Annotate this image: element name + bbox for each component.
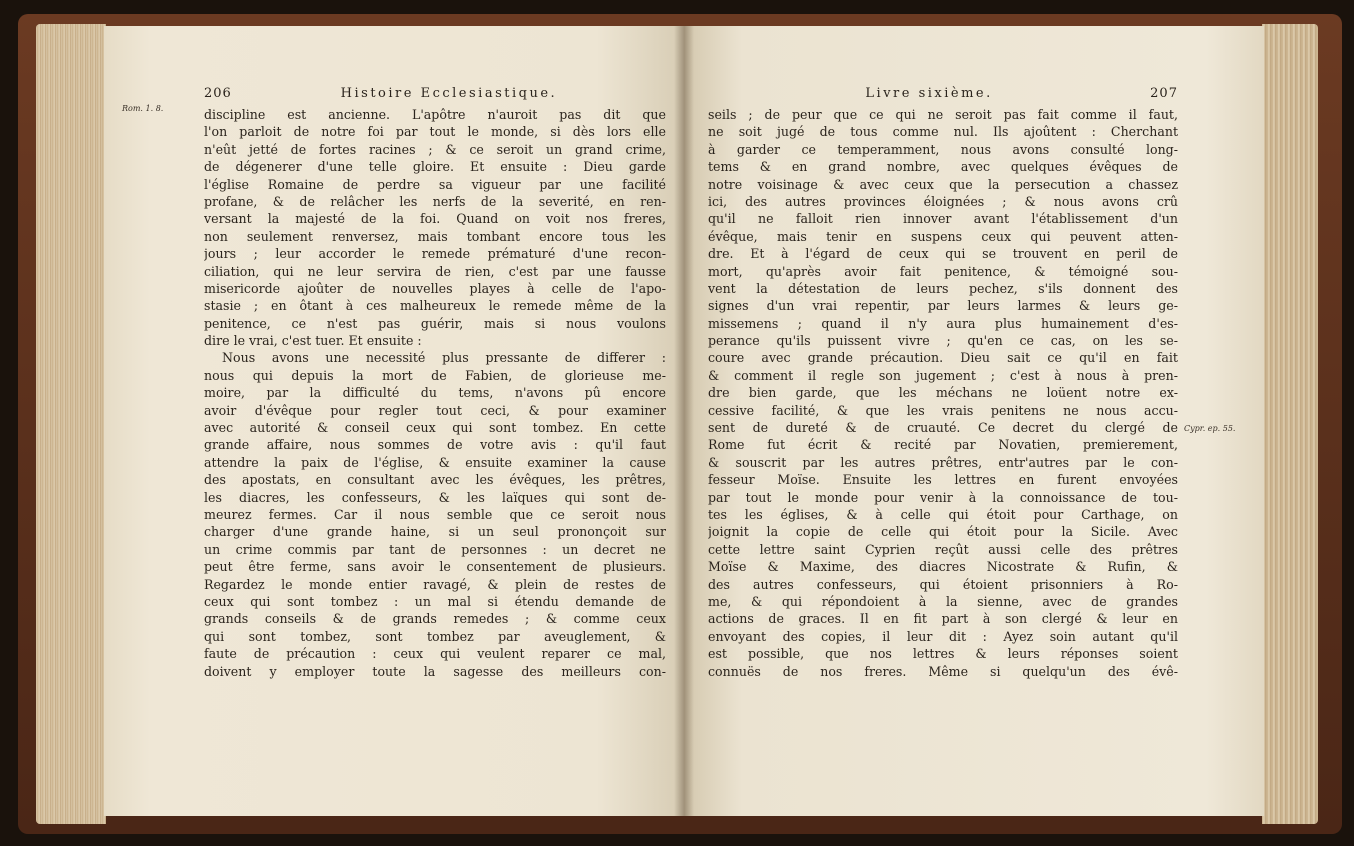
right-running-head [708, 86, 1178, 104]
left-running-head [204, 86, 666, 104]
text-line: & comment il regle son jugement ; c'est à nous à pren- [708, 367, 1178, 383]
text-line: notre voisinage & avec ceux que la persecution a chassez [708, 176, 1178, 192]
left-running-title: Histoire Ecclesiastique. [340, 86, 558, 101]
text-line: doivent y employer toute la sagesse des meilleurs con- [204, 663, 666, 679]
text-line: ici, des autres provinces éloignées ; & nous avons crû [708, 193, 1178, 209]
right-margin-note: Cypr. ep. 55. [1184, 424, 1236, 433]
right-page-edges [1262, 24, 1318, 824]
text-line: perance qu'ils puissent vivre ; qu'en ce cas, on les se- [708, 333, 1178, 349]
text-line: discipline est ancienne. L'apôtre n'auroit pas dit que [204, 107, 666, 122]
text-line: cette lettre saint Cyprien reçût aussi celle des prêtres [708, 541, 1178, 557]
text-line: profane, & de relâcher les nerfs de la severité, en ren- [204, 193, 666, 209]
text-line: Nous avons une necessité plus pressante de differer : [222, 350, 666, 366]
text-line: ciliation, qui ne leur servira de rien, c'est par une fausse [204, 263, 666, 279]
text-line: coure avec grande précaution. Dieu sait ce qu'il en fait [708, 350, 1178, 366]
text-line: jours ; leur accorder le remede prématuré d'une recon- [204, 246, 666, 262]
right-body-text [708, 106, 1178, 680]
text-line: tes les églises, & à celle qui étoit pour Carthage, on [708, 506, 1178, 522]
text-line: penitence, ce n'est pas guérir, mais si nous voulons [204, 315, 666, 331]
text-line: non seulement renversez, mais tombant encore tous les [204, 228, 666, 244]
text-line: joignit la copie de celle qui étoit pour la Sicile. Avec [708, 524, 1178, 540]
text-line: dre bien garde, que les méchans ne loüent notre ex- [708, 385, 1178, 401]
text-line: un crime commis par tant de personnes : un decret ne [204, 541, 666, 557]
text-line: peut être ferme, sans avoir le consentement de plusieurs. [204, 559, 666, 575]
text-line: dire le vrai, c'est tuer. Et ensuite : [204, 333, 422, 349]
text-line: me, & qui répondoient à la sienne, avec de grandes [708, 593, 1178, 609]
text-line: qui sont tombez, sont tombez par aveuglement, & [204, 628, 666, 644]
text-line: signes d'un vrai repentir, par leurs larmes & leurs ge- [708, 298, 1178, 314]
left-body-text [204, 106, 666, 680]
text-line: avec autorité & conseil ceux qui sont tombez. En cette [204, 420, 666, 436]
text-line: tems & en grand nombre, avec quelques évêques de [708, 159, 1178, 175]
text-line: Regardez le monde entier ravagé, & plein de restes de [204, 576, 666, 592]
text-line: actions de graces. Il en fit part à son clergé & leur en [708, 611, 1178, 627]
text-line: grands conseils & de grands remedes ; & comme ceux [204, 611, 666, 627]
text-line: Rome fut écrit & recité par Novatien, premierement, [708, 437, 1178, 453]
text-line: faute de précaution : ceux qui veulent reparer ce mal, [204, 646, 666, 662]
text-line: attendre la paix de l'église, & ensuite examiner la cause [204, 454, 666, 470]
text-line: par tout le monde pour venir à la connoissance de tou- [708, 489, 1178, 505]
text-line: misericorde ajoûter de nouvelles playes à celle de l'apo- [204, 280, 666, 296]
text-line: des apostats, en consultant avec les évêques, les prêtres, [204, 472, 666, 488]
text-line: des autres confesseurs, qui étoient prisonniers à Ro- [708, 576, 1178, 592]
text-line: l'on parloit de notre foi par tout le monde, si dès lors elle [204, 124, 666, 140]
book-gutter [674, 26, 694, 816]
left-margin-note: Rom. 1. 8. [122, 104, 164, 113]
right-page-number: 207 [1150, 86, 1178, 101]
text-line: dre. Et à l'égard de ceux qui se trouvent en peril de [708, 246, 1178, 262]
text-line: ceux qui sont tombez : un mal si étendu demande de [204, 593, 666, 609]
text-line: nous qui depuis la mort de Fabien, de glorieuse me- [204, 367, 666, 383]
text-line: fesseur Moïse. Ensuite les lettres en furent envoyées [708, 472, 1178, 488]
text-line: cessive facilité, & que les vrais penitens ne nous accu- [708, 402, 1178, 418]
text-line: missemens ; quand il n'y aura plus humainement d'es- [708, 315, 1178, 331]
text-line: qu'il ne falloit rien innover avant l'établissement d'un [708, 211, 1178, 227]
text-line: charger d'une grande haine, si un seul prononçoit sur [204, 524, 666, 540]
text-line: grande affaire, nous sommes de votre avis : qu'il faut [204, 437, 666, 453]
text-line: Moïse & Maxime, des diacres Nicostrate & Rufin, & [708, 559, 1178, 575]
text-line: meurez fermes. Car il nous semble que ce seroit nous [204, 506, 666, 522]
text-line: les diacres, les confesseurs, & les laïques qui sont de- [204, 489, 666, 505]
text-line: avoir d'évêque pour regler tout ceci, & pour examiner [204, 402, 666, 418]
text-line: connuës de nos freres. Même si quelqu'un des évê- [708, 663, 1178, 679]
text-line: n'eût jetté de fortes racines ; & ce seroit un grand crime, [204, 141, 666, 157]
right-running-title: Livre sixième. [865, 86, 993, 101]
text-line: stasie ; en ôtant à ces malheureux le remede même de la [204, 298, 666, 314]
text-line: de dégenerer d'une telle gloire. Et ensuite : Dieu garde [204, 159, 666, 175]
left-text-column [204, 86, 666, 680]
right-text-column [708, 86, 1178, 680]
text-line: l'église Romaine de perdre sa vigueur par une facilité [204, 176, 666, 192]
text-line: évêque, mais tenir en suspens ceux qui peuvent atten- [708, 228, 1178, 244]
text-line: moire, par la difficulté du tems, n'avons pû encore [204, 385, 666, 401]
left-page-edges [36, 24, 106, 824]
text-line: vent la détestation de leurs pechez, s'ils donnent des [708, 280, 1178, 296]
text-line: ne soit jugé de tous comme nul. Ils ajoûtent : Cherchant [708, 124, 1178, 140]
text-line: & souscrit par les autres prêtres, entr'autres par le con- [708, 454, 1178, 470]
text-line: mort, qu'après avoir fait penitence, & témoigné sou- [708, 263, 1178, 279]
text-line: seils ; de peur que ce qui ne seroit pas fait comme il faut, [708, 107, 1178, 122]
text-line: versant la majesté de la foi. Quand on voit nos freres, [204, 211, 666, 227]
text-line: sent de dureté & de cruauté. Ce decret du clergé de [708, 420, 1178, 436]
text-line: envoyant des copies, il leur dit : Ayez soin autant qu'il [708, 628, 1178, 644]
text-line: à garder ce temperamment, nous avons consulté long- [708, 141, 1178, 157]
text-line: est possible, que nos lettres & leurs réponses soient [708, 646, 1178, 662]
left-page-number: 206 [204, 86, 232, 101]
